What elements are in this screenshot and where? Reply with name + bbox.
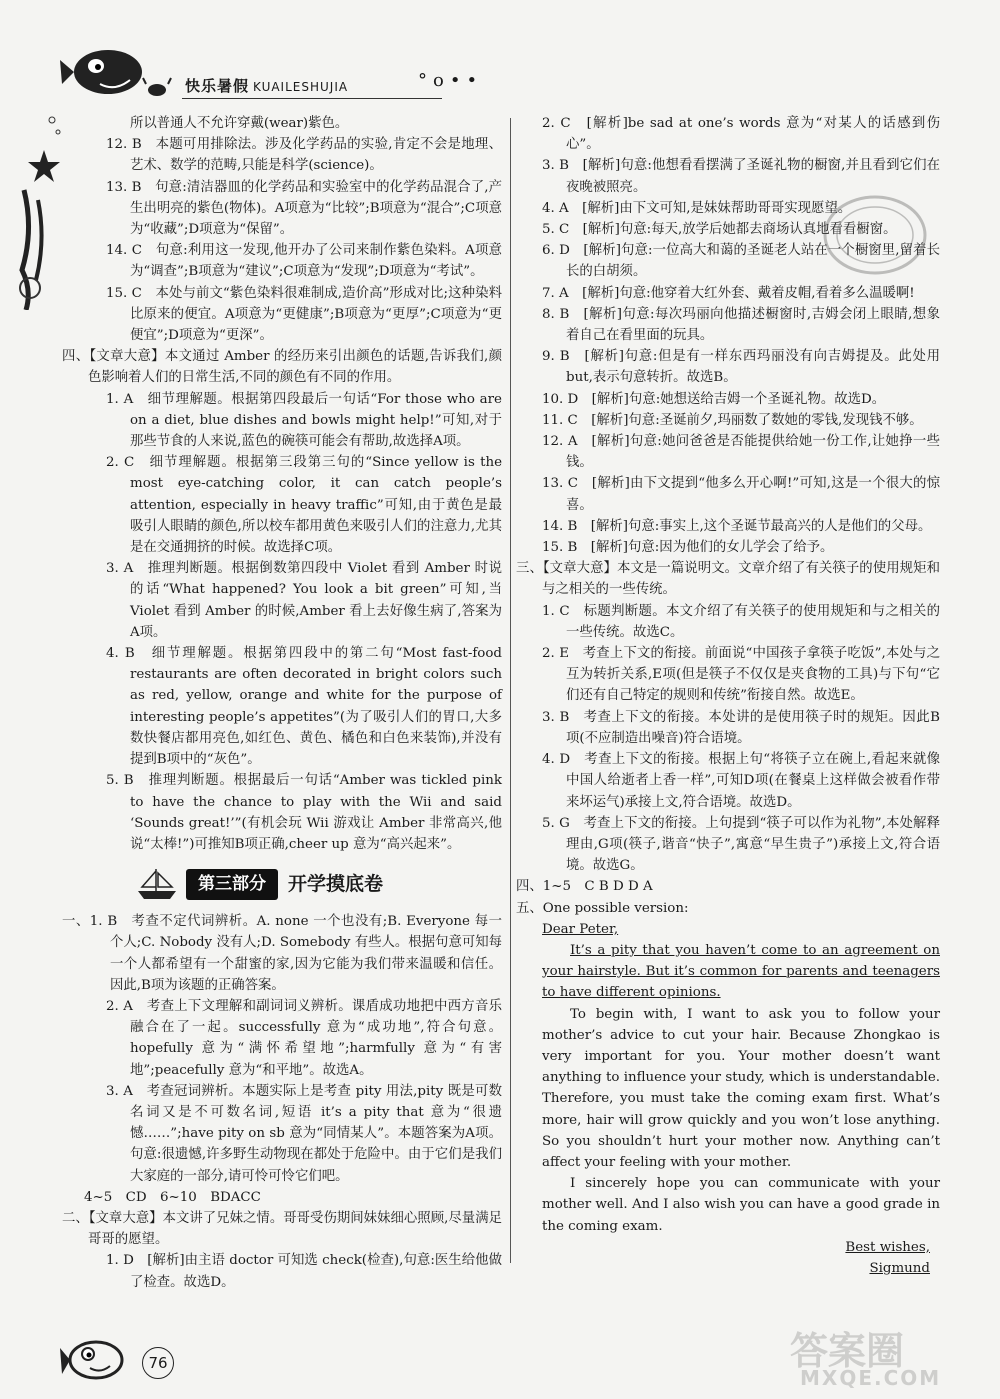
answer-item: 5. C [解析]句意:每天,放学后她都去商场认真地看看橱窗。: [542, 222, 897, 238]
answer-item: 11. C [解析]句意:圣诞前夕,玛丽数了数她的零钱,发现钱不够。: [542, 412, 923, 428]
sample-essay: [542, 919, 940, 1279]
answer-item: 5. G 考查上下文的衔接。上句提到“筷子可以作为礼物”,本处解释理由,G项(筷子,谐音“快子”,寓意“早生贵子”)承接上文,符合语境。故选G。: [542, 815, 940, 874]
answer-item: 2. A 考查上下文理解和副词词义辨析。课盾成功地把中西方音乐融合在了一起。successfully 意为“成功地”,符合句意。hopefully 意为“满怀希望地”;harmfully 意为“有害地”;peacefully 意为“和平地”。故选A。: [106, 998, 502, 1078]
essay-salutation: Dear Peter,: [542, 921, 619, 937]
answer-item: 一、1. B 考查不定代词辨析。A. none 一个也没有;B. Everyone 每一个人;C. Nobody 没有人;D. Somebody 有些人。根据句意可知每一个人都希望有一个甜蜜的家,因为它能为我们带来温暖和信任。因此,B项为该题的正确答案。: [62, 914, 503, 993]
header-pinyin: KUAILESHUJIA: [253, 80, 349, 94]
essay-closing: Best wishes,: [845, 1239, 930, 1255]
answer-item: 14. B [解析]句意:事实上,这个圣诞节最高兴的人是他们的父母。: [542, 518, 932, 534]
header-title-text: 快乐暑假: [185, 77, 250, 95]
watermark-logo: 答案圈: [790, 1329, 905, 1373]
part3-label: 第三部分: [186, 869, 278, 900]
answer-item: 4. D 考查上下文的衔接。根据上句“将筷子立在碗上,看起来就像中国人给逝者上香一样”,可知D项(在餐桌上这样做会被看作带来坏运气)承接上文,符合语境。故选D。: [542, 752, 940, 810]
answer-line: 15. C 本处与前文“紫色染料很难制成,造价高”形成对比;这种染料比原来的便宜。A项意为“更健康”;B项意为“更厚”;C项意为“更便宜”;D项意为“更深”。: [106, 285, 502, 344]
answer-item: 1. D [解析]由主语 doctor 可知选 check(检查),句意:医生给他做了检查。故选D。: [106, 1253, 502, 1290]
answer-item: 5. B 推理判断题。根据最后一句话“Amber was tickled pink to have the chance to play with the Wii and said ‘Sounds great!’”(有机会玩 Wii 游戏让 Amber 非常高兴,他说“太棒!”)可推知B项正确,cheer up 意为“高兴起来”。: [106, 773, 502, 852]
header-rule: [182, 98, 442, 99]
answer-item: 9. B [解析]句意:但是有一样东西玛丽没有向吉姆提及。此处用 but,表示句意转折。故选B。: [542, 349, 940, 386]
answer-item: 4. A [解析]由下文可知,是妹妹帮助哥哥实现愿望。: [542, 200, 852, 216]
essay-signature: Sigmund: [869, 1260, 930, 1276]
answer-item: 3. B [解析]句意:他想看看摆满了圣诞礼物的橱窗,并且看到它们在夜晚被照亮。: [542, 158, 940, 195]
section2-heading: 二、【文章大意】本文讲了兄妹之情。哥哥受伤期间妹妹细心照顾,尽量满足哥哥的愿望。: [62, 1210, 502, 1248]
answer-item: 1. C 标题判断题。本文介绍了有关筷子的使用规矩和与之相关的一些传统。故选C。: [542, 603, 940, 640]
ship-icon: [132, 865, 182, 903]
answer-item: 12. A [解析]句意:她问爸爸是否能提供给她一份工作,让她挣一些钱。: [542, 434, 940, 471]
answer-line: 12. B 本题可用排除法。涉及化学药品的实验,肯定不会是地理、艺术、数学的范畴,只能是科学(science)。: [106, 137, 502, 174]
answer-line: 13. B 句意:清洁器皿的化学药品和实验室中的化学药品混合了,产生出明亮的紫色(物体)。A项意为“比较”;B项意为“混合”;C项意为“收藏”;D项意为“保留”。: [106, 179, 502, 238]
header-title: [185, 75, 348, 96]
answer-line: 14. C 句意:利用这一发现,他开办了公司来制作紫色染料。A项意为“调查”;B项意为“建议”;C项意为“发现”;D项意为“考试”。: [106, 243, 502, 280]
answer-item: 1. A 细节理解题。根据第四段最后一句话“For those who are on a diet, blue dishes and bowls might help!”可知,对于那些节食的人来说,蓝色的碗筷可能会有帮助,故选择A项。: [106, 391, 502, 450]
essay-paragraph: It’s a pity that you haven’t come to an agreement on your hairstyle. But it’s common for parents and teenagers to have different opinions.: [542, 942, 940, 1001]
crab-icon: [142, 76, 172, 100]
page-number: 76: [142, 1347, 174, 1379]
starfish-seaweed-icon: [14, 110, 74, 310]
answer-item: 2. C [解析]be sad at one’s words 意为“对某人的话感到伤心”。: [542, 116, 940, 153]
answer-item: 13. C [解析]由下文提到“他多么开心啊!”可知,这是一个很大的惊喜。: [542, 476, 940, 513]
stamp-watermark-icon: [820, 190, 930, 280]
answer-item: 7. A [解析]句意:他穿着大红外套、戴着皮帽,看着多么温暖啊!: [542, 285, 915, 301]
essay-paragraph: I sincerely hope you can communicate with your mother well. And I also wish you can have a good grade in the coming exam.: [542, 1176, 940, 1234]
answer-line: 所以普通人不允许穿戴(wear)紫色。: [130, 116, 349, 131]
answer-item: 3. B 考查上下文的衔接。本处讲的是使用筷子时的规矩。因此B项(不应制造出噪音)符合语境。: [542, 709, 940, 746]
essay-paragraph: To begin with, I want to ask you to follow your mother’s advice to cut your hair. Because Zhongkao is very important for you. Your mother doesn’t want anything to influence your study, which is understandable. Therefore, you must take the coming exam first. What’s more, hair will grow quickly and you won’t lose anything. So you shouldn’t hurt your mother now. Anything can’t affect your feeling with your mother.: [542, 1006, 940, 1170]
answer-item: 2. C 细节理解题。根据第三段第三句的“Since yellow is the most eye-catching color, it can catch people’s attention, especially in heavy traffic”可知,由于黄色是最吸引人眼睛的颜色,所以校车都用黄色来吸引人们的注意力,尤其是在交通拥挤的时候。故选择C项。: [106, 455, 502, 556]
part3-banner: [132, 865, 502, 903]
section4-answers: 四、1~5 C B D D A: [516, 879, 653, 895]
corner-watermark: [790, 1320, 980, 1390]
answer-item: 10. D [解析]句意:她想送给吉姆一个圣诞礼物。故选D。: [542, 391, 886, 407]
column-divider: [510, 118, 511, 1263]
answer-item: 3. A 考查冠词辨析。本题实际上是考查 pity 用法,pity 既是可数名词又是不可数名词,短语 it’s a pity that 意为“很遗憾……”;have pity on sb 意为“同情某人”。本题答案为A项。句意:很遗憾,许多野生动物现在都处于危险中。由于它们是我们大家庭的一部分,请可怜可怜它们吧。: [106, 1083, 502, 1184]
section4-heading: 四、【文章大意】本文通过 Amber 的经历来引出颜色的话题,告诉我们,颜色影响着人们的日常生活,不同的颜色有不同的作用。: [62, 349, 502, 386]
answer-item: 8. B [解析]句意:每次玛丽向他描述橱窗时,吉姆会闭上眼睛,想象着自己在看里面的玩具。: [542, 306, 940, 344]
right-column: [516, 113, 940, 1279]
answer-item: 15. B [解析]句意:因为他们的女儿学会了给予。: [542, 540, 834, 556]
answer-line: 4~5 CD 6~10 BDACC: [84, 1189, 261, 1205]
page-footer: [60, 1330, 200, 1390]
section3-heading: 三、【文章大意】本文是一篇说明文。文章介绍了有关筷子的使用规矩和与之相关的一些传统。: [516, 561, 940, 598]
decorative-dots: °o••: [418, 70, 484, 91]
answer-item: 6. D [解析]句意:一位高大和蔼的圣诞老人站在一个橱窗里,留着长长的白胡须。: [542, 243, 940, 280]
answer-item: 2. E 考查上下文的衔接。前面说“中国孩子拿筷子吃饭”,本处与之互为转折关系,E项(但是筷子不仅仅是夹食物的工具)与下句“它们还有自己特定的规则和传统”衔接自然。故选E。: [542, 646, 940, 704]
answer-item: 3. A 推理判断题。根据倒数第四段中 Violet 看到 Amber 时说的话“What happened? You look a bit green”可知,当 Violet 看到 Amber 的时候,Amber 看上去好像生病了,答案为A项。: [106, 561, 502, 640]
footer-fish-icon: [60, 1330, 135, 1385]
part3-title: 开学摸底卷: [288, 872, 384, 895]
answer-item: 4. B 细节理解题。根据第四段中的第二句“Most fast-food restaurants are often decorated in bright colors such as red, yellow, orange and white for the purpose of interesting people’s appetites”(为了吸引人们的胃口,大多数快餐店都用亮色,如红色、黄色、橘色和白色来装饰),并没有提到B项中的“灰色”。: [106, 646, 502, 768]
left-column: [62, 113, 503, 1293]
section5-heading: 五、One possible version:: [516, 900, 689, 916]
watermark-url: MXQE.COM: [800, 1366, 942, 1390]
